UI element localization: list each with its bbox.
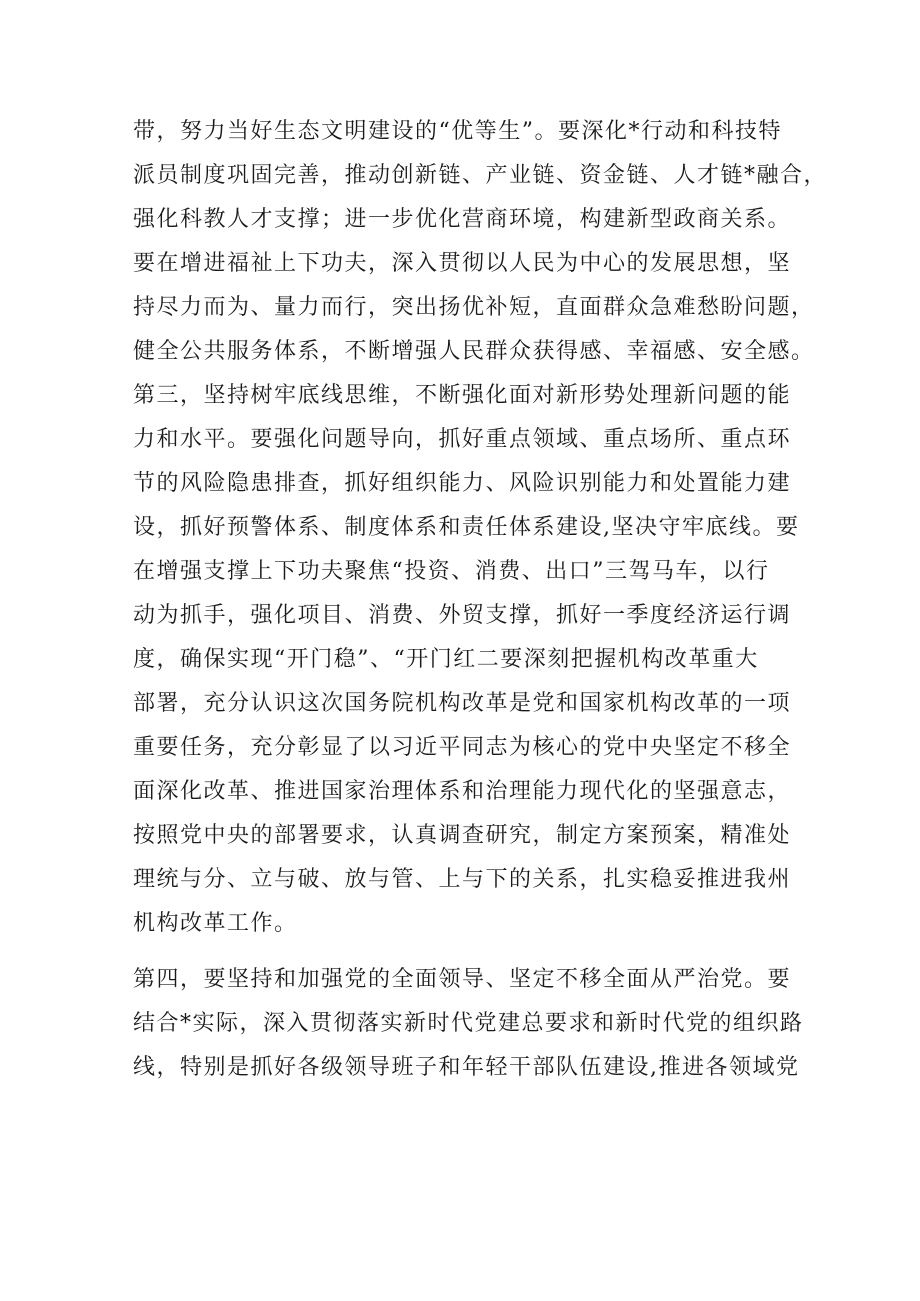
text-line: 第四，要坚持和加强党的全面领导、坚定不移全面从严治党。要 (133, 967, 792, 992)
text-line: 设，抓好预警体系、制度体系和责任体系建设,坚决守牢底线。要 (133, 515, 800, 540)
text-line: 理统与分、立与破、放与管、上与下的关系，扎实稳妥推进我州 (133, 867, 792, 892)
text-line: 节的风险隐患排查，抓好组织能力、风险识别能力和处置能力建 (133, 471, 792, 496)
text-line: 动为抓手，强化项目、消费、外贸支撑，抓好一季度经济运行调 (133, 603, 792, 628)
text-line: 在增强支撑上下功夫聚焦“投资、消费、出口”三驾马车，以行 (133, 559, 770, 584)
text-line: 线，特别是抓好各级领导班子和年轻干部队伍建设,推进各领域党 (133, 1055, 800, 1080)
text-line: 按照党中央的部署要求，认真调查研究，制定方案预案，精准处 (133, 823, 792, 848)
paragraph-gap (133, 946, 803, 958)
text-line: 要在增进福祉上下功夫，深入贯彻以人民为中心的发展思想，坚 (133, 251, 792, 276)
text-line: 派员制度巩固完善，推动创新链、产业链、资金链、人才链*融合， (133, 163, 828, 188)
document-body (133, 110, 828, 1090)
text-line: 结合*实际，深入贯彻落实新时代党建总要求和新时代党的组织路 (133, 1011, 804, 1036)
text-line: 部署，充分认识这次国务院机构改革是党和国家机构改革的一项 (133, 691, 792, 716)
text-line: 度，确保实现“开门稳”、“开门红二要深刻把握机构改革重大 (133, 647, 759, 672)
text-line: 带，努力当好生态文明建设的“优等生”。要深化*行动和科技特 (133, 119, 782, 144)
text-line: 第三，坚持树牢底线思维，不断强化面对新形势处理新问题的能 (133, 383, 792, 408)
text-line: 机构改革工作。 (133, 911, 298, 936)
text-line: 面深化改革、推进国家治理体系和治理能力现代化的坚强意志， (133, 779, 792, 804)
text-line: 重要任务，充分彰显了以习近平同志为核心的党中央坚定不移全 (133, 735, 792, 760)
text-line: 健全公共服务体系，不断增强人民群众获得感、幸福感、安全感。 (133, 339, 815, 364)
text-line: 力和水平。要强化问题导向，抓好重点领域、重点场所、重点环 (133, 427, 792, 452)
text-line: 持尽力而为、量力而行，突出扬优补短，直面群众急难愁盼问题， (133, 295, 815, 320)
text-line: 强化科教人才支撑；进一步优化营商环境，构建新型政商关系。 (133, 207, 792, 232)
